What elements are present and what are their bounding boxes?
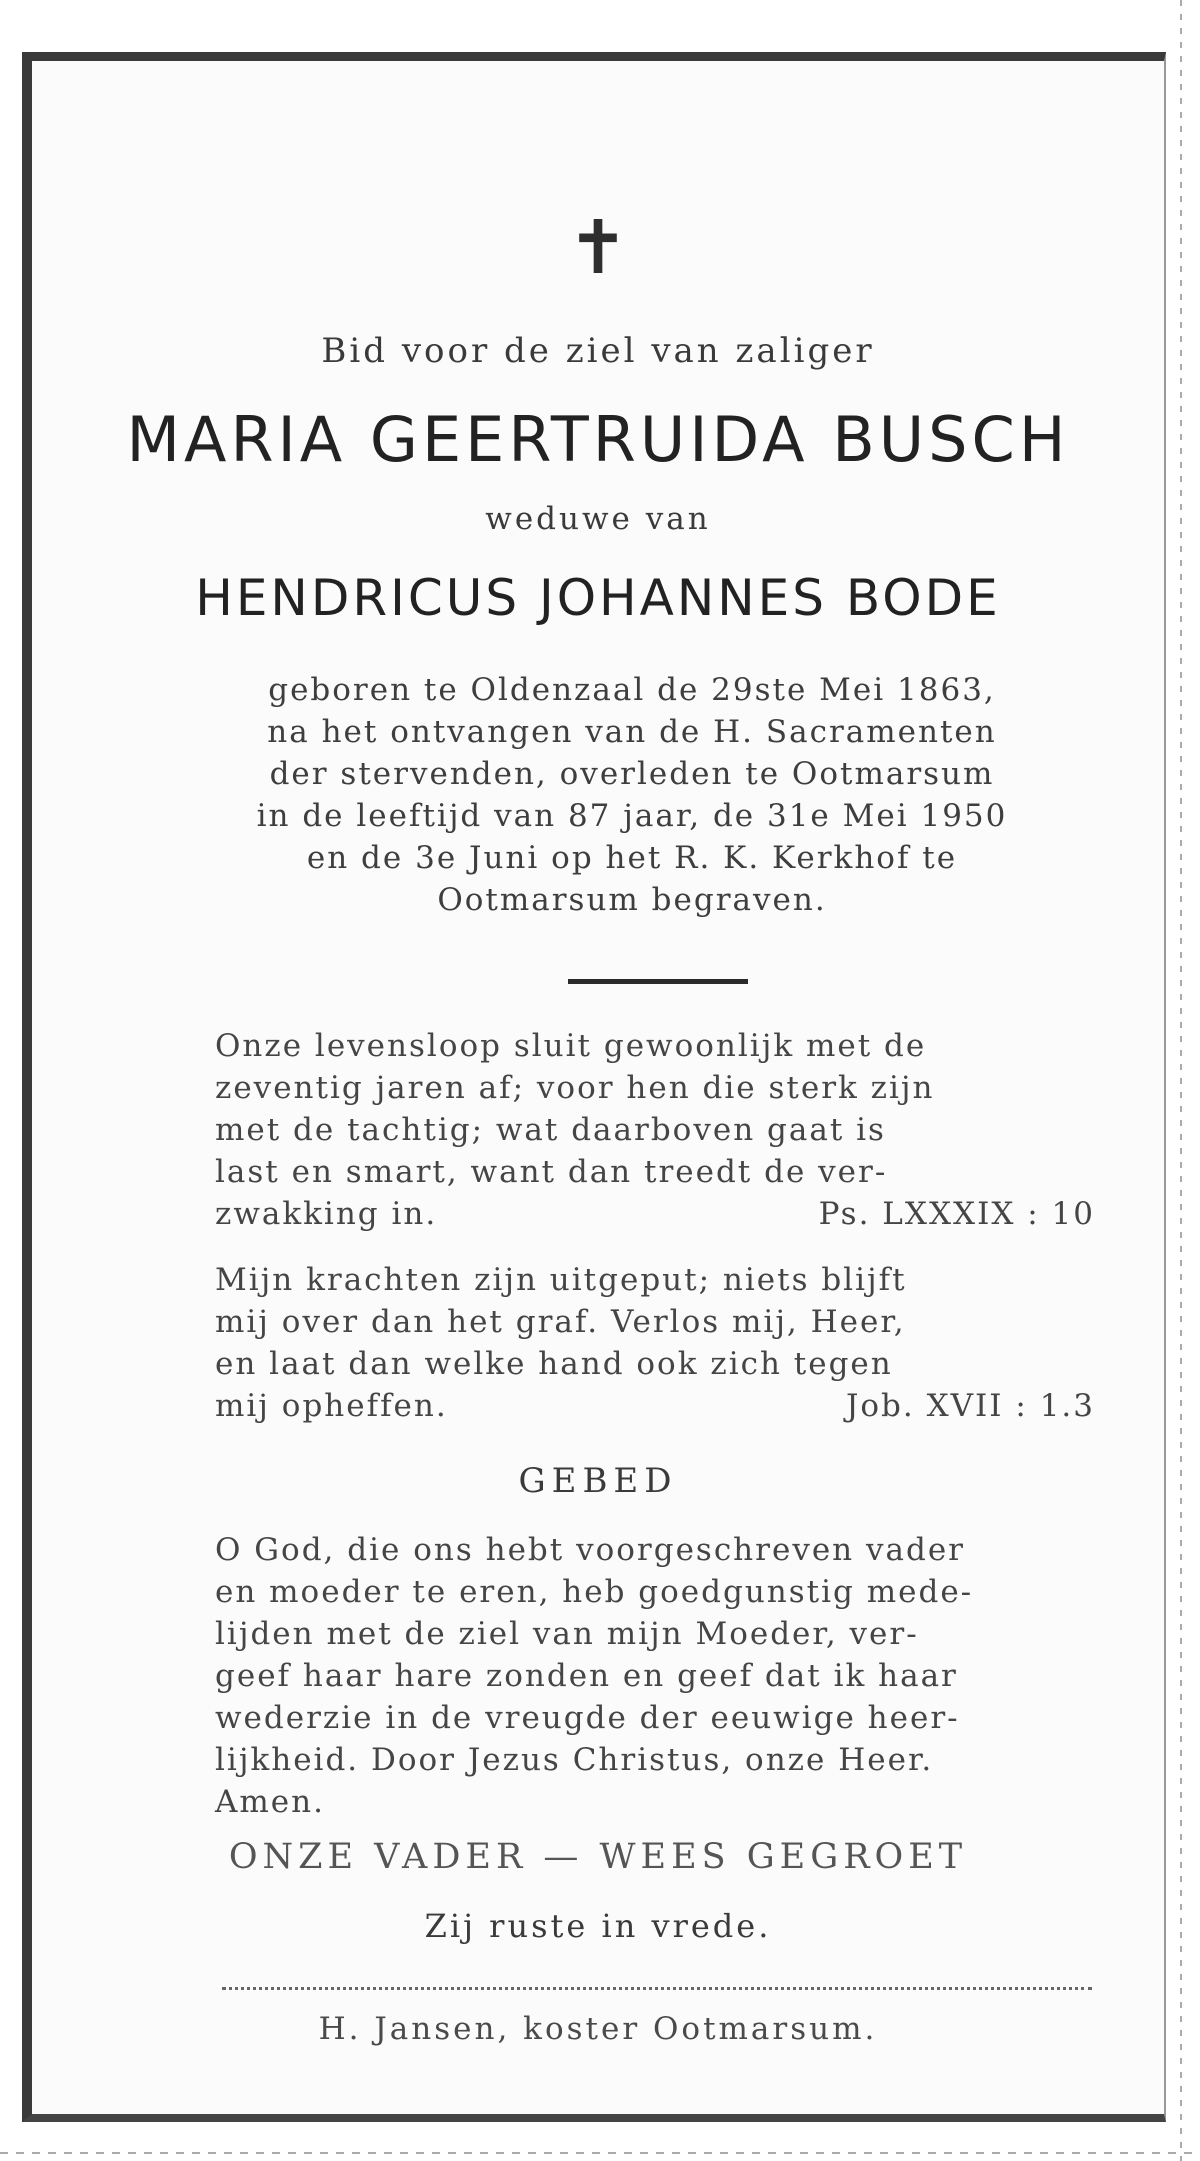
psalm-line xyxy=(215,1109,1095,1151)
spouse-name: HENDRICUS JOHANNES BODE xyxy=(195,569,1001,627)
job-last-line xyxy=(215,1385,1095,1427)
prayer-last-line xyxy=(215,1781,1095,1823)
prayer-heading: GEBED xyxy=(518,1461,678,1501)
job-line xyxy=(215,1301,1095,1343)
job-line xyxy=(215,1343,1095,1385)
printer-credit: H. Jansen, koster Ootmarsum. xyxy=(318,2011,878,2047)
psalm-line-text: Onze levensloop sluit gewoonlijk met de xyxy=(215,1028,927,1064)
prayer-line xyxy=(215,1529,1095,1571)
psalm-reference: Ps. LXXXIX : 10 xyxy=(818,1196,1095,1232)
scan-edge-right xyxy=(1180,0,1182,2161)
biography-line: en de 3e Juni op het R. K. Kerkhof te xyxy=(306,840,958,876)
rest-in-peace: Zij ruste in vrede. xyxy=(424,1907,772,1945)
prayer-line-text: wederzie in de vreugde der eeuwige heer- xyxy=(215,1700,960,1736)
biography-line: Ootmarsum begraven. xyxy=(437,882,827,918)
closing-prayers: ONZE VADER — WEES GEGROET xyxy=(228,1837,968,1877)
prayer-line-text: geef haar hare zonden en geef dat ik haar xyxy=(215,1658,958,1694)
prayer-line xyxy=(215,1739,1095,1781)
biography-line: na het ontvangen van de H. Sacramenten xyxy=(267,714,997,750)
psalm-last-line xyxy=(215,1193,1095,1235)
prayer-amen: Amen. xyxy=(215,1784,325,1820)
dotted-divider xyxy=(222,1987,1092,1990)
biography xyxy=(182,669,1082,921)
job-reference: Job. XVII : 1.3 xyxy=(845,1388,1095,1424)
prayer-line xyxy=(215,1655,1095,1697)
job-line-text: en laat dan welke hand ook zich tegen xyxy=(215,1346,893,1382)
psalm-line xyxy=(215,1067,1095,1109)
intro-line: Bid voor de ziel van zaliger xyxy=(321,331,875,371)
biography-line: in de leeftijd van 87 jaar, de 31e Mei 1950 xyxy=(256,798,1008,834)
prayer-line-text: lijkheid. Door Jezus Christus, onze Heer. xyxy=(215,1742,934,1778)
psalm-quote xyxy=(215,1025,1095,1235)
deceased-name: MARIA GEERTRUIDA BUSCH xyxy=(126,403,1070,476)
section-divider xyxy=(568,979,748,984)
scan-edge-bottom xyxy=(0,2152,1200,2154)
psalm-last-text: zwakking in. xyxy=(215,1196,438,1232)
prayer-line-text: en moeder te eren, heb goedgunstig mede- xyxy=(215,1574,974,1610)
prayer-line-text: lijden met de ziel van mijn Moeder, ver- xyxy=(215,1616,919,1652)
widow-of-line: weduwe van xyxy=(485,501,711,537)
cross-icon: ✝ xyxy=(566,205,630,291)
prayer-line xyxy=(215,1613,1095,1655)
memorial-card xyxy=(22,52,1166,2122)
biography-line: geboren te Oldenzaal de 29ste Mei 1863, xyxy=(268,672,996,708)
psalm-line xyxy=(215,1151,1095,1193)
prayer-line-text: O God, die ons hebt voorgeschreven vader xyxy=(215,1532,965,1568)
psalm-line-text: last en smart, want dan treedt de ver- xyxy=(215,1154,888,1190)
biography-line: der stervenden, overleden te Ootmarsum xyxy=(269,756,995,792)
job-line-text: mij over dan het graf. Verlos mij, Heer, xyxy=(215,1304,906,1340)
prayer-line xyxy=(215,1571,1095,1613)
job-line xyxy=(215,1259,1095,1301)
psalm-line xyxy=(215,1025,1095,1067)
psalm-line-text: zeventig jaren af; voor hen die sterk zijn xyxy=(215,1070,935,1106)
job-quote xyxy=(215,1259,1095,1427)
job-last-text: mij opheffen. xyxy=(215,1388,448,1424)
prayer-line xyxy=(215,1697,1095,1739)
prayer-text xyxy=(215,1529,1095,1823)
job-line-text: Mijn krachten zijn uitgeput; niets blijft xyxy=(215,1262,907,1298)
psalm-line-text: met de tachtig; wat daarboven gaat is xyxy=(215,1112,886,1148)
